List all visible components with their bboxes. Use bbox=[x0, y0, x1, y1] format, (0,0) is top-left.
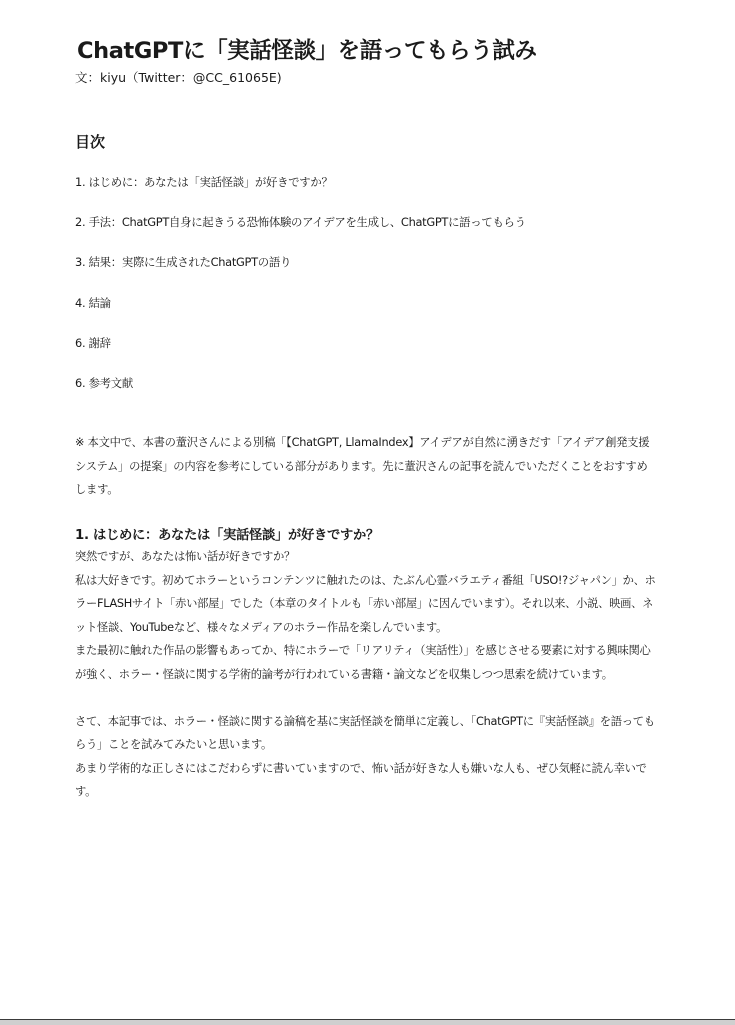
toc-heading: 目次 bbox=[75, 133, 106, 151]
document-title: ChatGPTに「実話怪談」を語ってもらう試み bbox=[77, 38, 537, 64]
table-of-contents bbox=[75, 172, 526, 413]
toc-item: 3. 結果：実際に生成されたChatGPTの語り bbox=[75, 255, 292, 270]
body-paragraph: 私は大好きです。初めてホラーというコンテンツに触れたのは、たぶん心霊バラエティ番組「USO!?ジャパン」か、ホラーFLASHサイト「赤い部屋」でした（本章のタイトルも「赤い部屋」に因んでいます）。それ以来、小説、映画、ネット怪談、YouTubeなど、様々なメディアのホラー作品を楽しんでいます。 bbox=[75, 573, 656, 634]
toc-item: 2. 手法：ChatGPT自身に起きうる恐怖体験のアイデアを生成し、ChatGPTに語ってもらう bbox=[75, 215, 526, 230]
body-paragraph: さて、本記事では、ホラー・怪談に関する論稿を基に実話怪談を簡単に定義し、「ChatGPTに『実話怪談』を語ってもらう」ことを試みてみたいと思います。 bbox=[75, 714, 655, 751]
toc-item: 6. 謝辞 bbox=[75, 335, 111, 350]
body-paragraph: また最初に触れた作品の影響もあってか、特にホラーで「リアリティ（実話性）」を感じさせる要素に対する興味関心が強く、ホラー・怪談に関する学術的論考が行われている書籍・論文などを収集しつつ思索を続けています。 bbox=[75, 644, 651, 681]
author-line: 文：kiyu（Twitter：@CC_61065E) bbox=[75, 70, 282, 85]
page-bottom-edge bbox=[0, 1019, 735, 1025]
toc-item: 6. 参考文献 bbox=[75, 375, 133, 390]
reference-note: ※ 本文中で、本書の蕫沢さんによる別稿「【ChatGPT, LlamaIndex】アイデアが自然に湧きだす「アイデア創発支援システム」の提案」の内容を参考にしている部分があります。先に蕫沢さんの記事を読んでいただくことをおすすめします。 bbox=[75, 436, 650, 496]
body-paragraph: 突然ですが、あなたは怖い話が好きですか？ bbox=[75, 550, 295, 563]
toc-item: 1. はじめに：あなたは「実話怪談」が好きですか？ bbox=[75, 175, 333, 189]
body-paragraph: あまり学術的な正しさにはこだわらずに書いていますので、怖い話が好きな人も嫌いな人も、ぜひ気軽に読ん幸いです。 bbox=[75, 761, 647, 798]
section-body bbox=[75, 545, 660, 804]
section-heading: 1. はじめに：あなたは「実話怪談」が好きですか？ bbox=[75, 528, 379, 543]
toc-item: 4. 結論 bbox=[75, 295, 111, 310]
